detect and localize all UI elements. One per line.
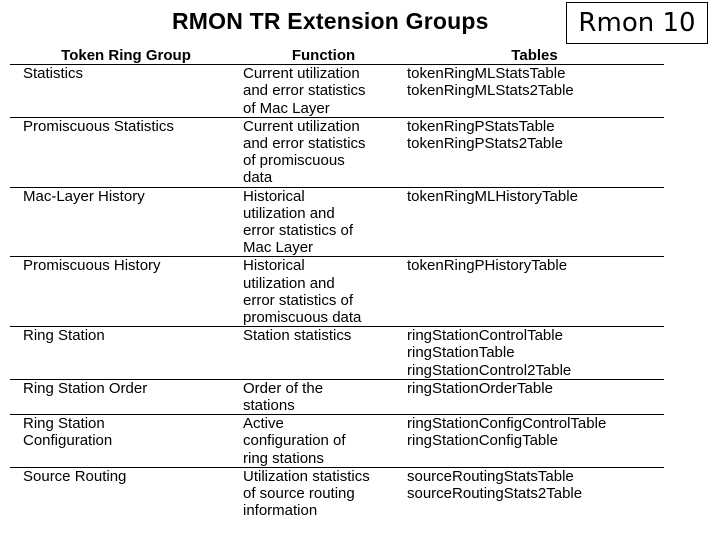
column-header-group: Token Ring Group bbox=[10, 47, 242, 65]
tables-cell bbox=[405, 467, 664, 519]
mib-table-name: ringStationControl2Table bbox=[407, 361, 572, 379]
table-body bbox=[10, 65, 664, 520]
function-text: of Mac Layer bbox=[243, 99, 330, 117]
table-row bbox=[10, 187, 664, 257]
mib-table-name: sourceRoutingStats2Table bbox=[407, 485, 583, 503]
tables-cell bbox=[405, 257, 664, 327]
function-cell bbox=[242, 187, 405, 257]
function-text: Historical bbox=[243, 187, 305, 205]
mib-table-name: ringStationConfigControlTable bbox=[407, 415, 607, 433]
group-text: Ring Station bbox=[23, 415, 105, 433]
group-text: Ring Station Order bbox=[23, 379, 148, 397]
table-row bbox=[10, 327, 664, 380]
column-header-function: Function bbox=[242, 47, 405, 65]
mib-table-name: tokenRingMLStats2Table bbox=[407, 82, 574, 100]
tables-cell bbox=[405, 187, 664, 257]
function-text: of promiscuous bbox=[243, 152, 345, 170]
table-row bbox=[10, 467, 664, 519]
function-text: stations bbox=[243, 397, 295, 415]
group-text: Promiscuous History bbox=[23, 257, 161, 275]
mib-table-name: sourceRoutingStatsTable bbox=[407, 467, 574, 485]
group-cell bbox=[10, 327, 242, 380]
function-text: Active bbox=[243, 415, 284, 433]
tables-cell bbox=[405, 415, 664, 468]
function-cell bbox=[242, 379, 405, 414]
function-text: Station statistics bbox=[243, 327, 352, 345]
function-text: configuration of bbox=[243, 432, 346, 450]
function-text: and error statistics bbox=[243, 135, 366, 153]
group-text: Promiscuous Statistics bbox=[23, 117, 174, 135]
function-text: ring stations bbox=[243, 449, 324, 467]
function-text: error statistics of bbox=[243, 222, 354, 240]
group-cell bbox=[10, 415, 242, 468]
table-row bbox=[10, 257, 664, 327]
mib-table-name: ringStationTable bbox=[407, 344, 515, 362]
function-cell bbox=[242, 65, 405, 118]
mib-table-name: tokenRingMLHistoryTable bbox=[407, 187, 578, 205]
function-text: Historical bbox=[243, 257, 305, 275]
group-text: Configuration bbox=[23, 432, 113, 450]
mib-table-name: tokenRingMLStatsTable bbox=[407, 65, 566, 83]
group-text: Source Routing bbox=[23, 467, 127, 485]
mib-table-name: tokenRingPHistoryTable bbox=[407, 257, 568, 275]
mib-table-name: tokenRingPStats2Table bbox=[407, 135, 563, 153]
function-text: data bbox=[243, 169, 273, 187]
column-header-tables: Tables bbox=[405, 47, 664, 65]
table-row bbox=[10, 415, 664, 468]
mib-table-name: ringStationControlTable bbox=[407, 327, 563, 345]
function-text: error statistics of bbox=[243, 291, 354, 309]
function-cell bbox=[242, 117, 405, 187]
group-text: Mac-Layer History bbox=[23, 187, 145, 205]
page-title: RMON TR Extension Groups bbox=[172, 8, 489, 34]
function-cell bbox=[242, 257, 405, 327]
function-cell bbox=[242, 467, 405, 519]
mib-table-name: tokenRingPStatsTable bbox=[407, 117, 555, 135]
group-text: Ring Station bbox=[23, 327, 105, 345]
function-cell bbox=[242, 327, 405, 380]
function-text: and error statistics bbox=[243, 82, 366, 100]
function-text: of source routing bbox=[243, 485, 355, 503]
table-header-row bbox=[10, 47, 664, 65]
function-text: Current utilization bbox=[243, 117, 360, 135]
function-text: Order of the bbox=[243, 379, 324, 397]
table-row bbox=[10, 117, 664, 187]
tables-cell bbox=[405, 327, 664, 380]
table-row bbox=[10, 65, 664, 118]
group-cell bbox=[10, 117, 242, 187]
function-text: information bbox=[243, 502, 318, 520]
group-cell bbox=[10, 187, 242, 257]
tables-cell bbox=[405, 65, 664, 118]
tables-cell bbox=[405, 379, 664, 414]
group-cell bbox=[10, 65, 242, 118]
rmon-tr-groups-table bbox=[10, 47, 664, 519]
mib-table-name: ringStationConfigTable bbox=[407, 432, 558, 450]
function-text: Mac Layer bbox=[243, 239, 314, 257]
table-row bbox=[10, 379, 664, 414]
function-text: utilization and bbox=[243, 274, 335, 292]
function-cell bbox=[242, 415, 405, 468]
function-text: promiscuous data bbox=[243, 309, 362, 327]
group-cell bbox=[10, 467, 242, 519]
slide-number-badge: Rmon 10 bbox=[566, 2, 708, 44]
mib-table-name: ringStationOrderTable bbox=[407, 379, 553, 397]
function-text: Utilization statistics bbox=[243, 467, 370, 485]
group-cell bbox=[10, 379, 242, 414]
group-cell bbox=[10, 257, 242, 327]
group-text: Statistics bbox=[23, 65, 84, 83]
function-text: Current utilization bbox=[243, 65, 360, 83]
function-text: utilization and bbox=[243, 204, 335, 222]
tables-cell bbox=[405, 117, 664, 187]
